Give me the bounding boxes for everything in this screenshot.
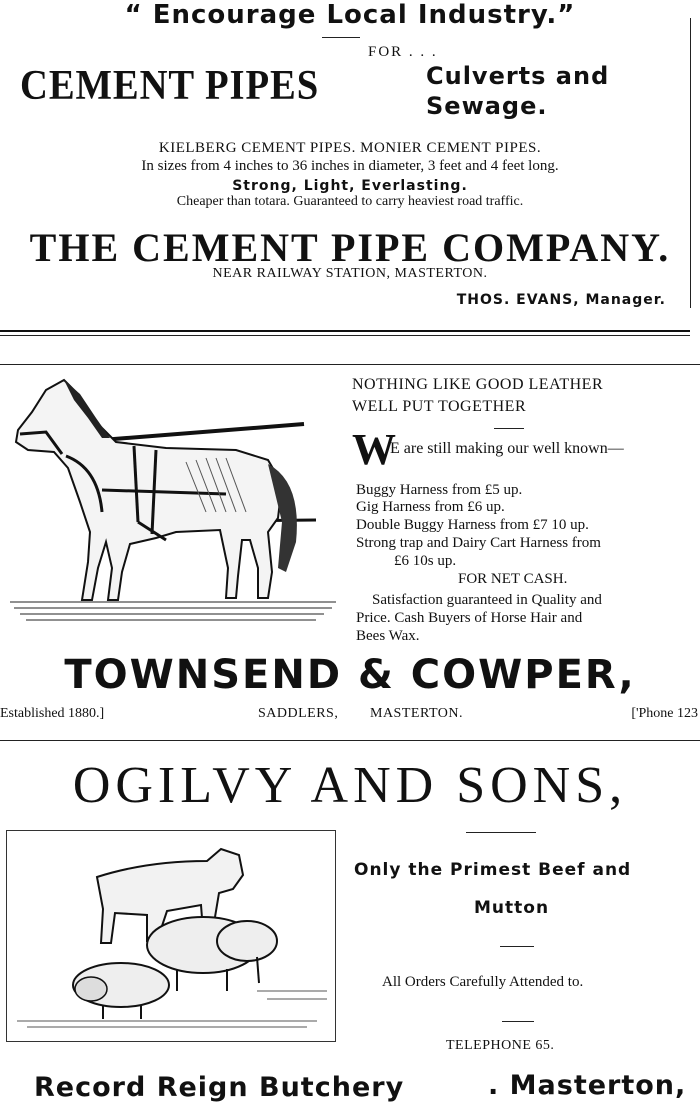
- divider: [466, 832, 536, 833]
- ad1-headline: CEMENT PIPES: [20, 63, 320, 109]
- divider: [502, 1021, 534, 1022]
- ad2-text-line: Satisfaction guaranteed in Quality and: [372, 592, 602, 608]
- horse-harness-illustration: [6, 372, 338, 634]
- cattle-sheep-illustration: [6, 830, 336, 1042]
- ad1-qualities: Strong, Light, Everlasting.: [232, 178, 468, 194]
- ad2-town: MASTERTON.: [370, 706, 463, 721]
- ad2-text-line: Price. Cash Buyers of Horse Hair and: [356, 610, 583, 626]
- list-item: £6 10s up.: [394, 553, 457, 569]
- ad2-text-line: Bees Wax.: [356, 628, 420, 644]
- ad3-telephone: TELEPHONE 65.: [446, 1038, 555, 1053]
- ad3-orders: All Orders Carefully Attended to.: [382, 974, 584, 990]
- ad3-footer-name: Record Reign Butchery: [34, 1072, 405, 1103]
- ad1-for-label: FOR . . .: [368, 44, 438, 60]
- ad3-footer-town: . Masterton,: [488, 1070, 687, 1101]
- ad1-sizes: In sizes from 4 inches to 36 inches in diameter, 3 feet and 4 feet long.: [141, 158, 559, 174]
- ad2-established: Established 1880.]: [0, 706, 105, 721]
- list-item: Buggy Harness from £5 up.: [356, 482, 523, 498]
- ad1-manager: THOS. EVANS, Manager.: [456, 292, 666, 308]
- list-item: Gig Harness from £6 up.: [356, 499, 505, 515]
- ad1-address: NEAR RAILWAY STATION, MASTERTON.: [212, 266, 488, 281]
- section-divider: [0, 330, 690, 332]
- ad1-company-name: THE CEMENT PIPE COMPANY.: [29, 225, 671, 270]
- ad2-trade: SADDLERS,: [258, 706, 339, 721]
- ad1-subhead-1: Culverts and: [426, 62, 610, 90]
- ad2-dropcap: W: [352, 425, 396, 474]
- section-divider: [0, 335, 690, 336]
- divider: [494, 428, 524, 429]
- ad2-intro: E are still making our well known—: [390, 440, 624, 457]
- ad3-firm-name: OGILVY AND SONS,: [72, 757, 628, 814]
- ad3-tagline-1: Only the Primest Beef and: [354, 860, 632, 880]
- list-item: Double Buggy Harness from £7 10 up.: [356, 517, 589, 533]
- ad1-guarantee: Cheaper than totara. Guaranteed to carry heaviest road traffic.: [176, 194, 524, 209]
- ad2-heading-2: WELL PUT TOGETHER: [352, 398, 527, 415]
- ad2-net-cash: FOR NET CASH.: [458, 571, 568, 587]
- section-divider: [0, 740, 700, 741]
- ad1-pipe-types: KIELBERG CEMENT PIPES. MONIER CEMENT PIPES.: [158, 140, 542, 156]
- divider: [500, 946, 534, 947]
- list-item: Strong trap and Dairy Cart Harness from: [356, 535, 601, 551]
- section-divider: [0, 364, 700, 365]
- ad2-firm-name: TOWNSEND & COWPER,: [64, 652, 636, 698]
- ad1-subhead-2: Sewage.: [426, 92, 548, 120]
- ad2-heading-1: NOTHING LIKE GOOD LEATHER: [352, 376, 604, 393]
- ad3-tagline-2: Mutton: [474, 898, 550, 918]
- ad1-slogan: “ Encourage Local Industry.”: [124, 0, 576, 30]
- ad2-phone: ['Phone 123: [631, 706, 698, 721]
- divider: [322, 37, 360, 38]
